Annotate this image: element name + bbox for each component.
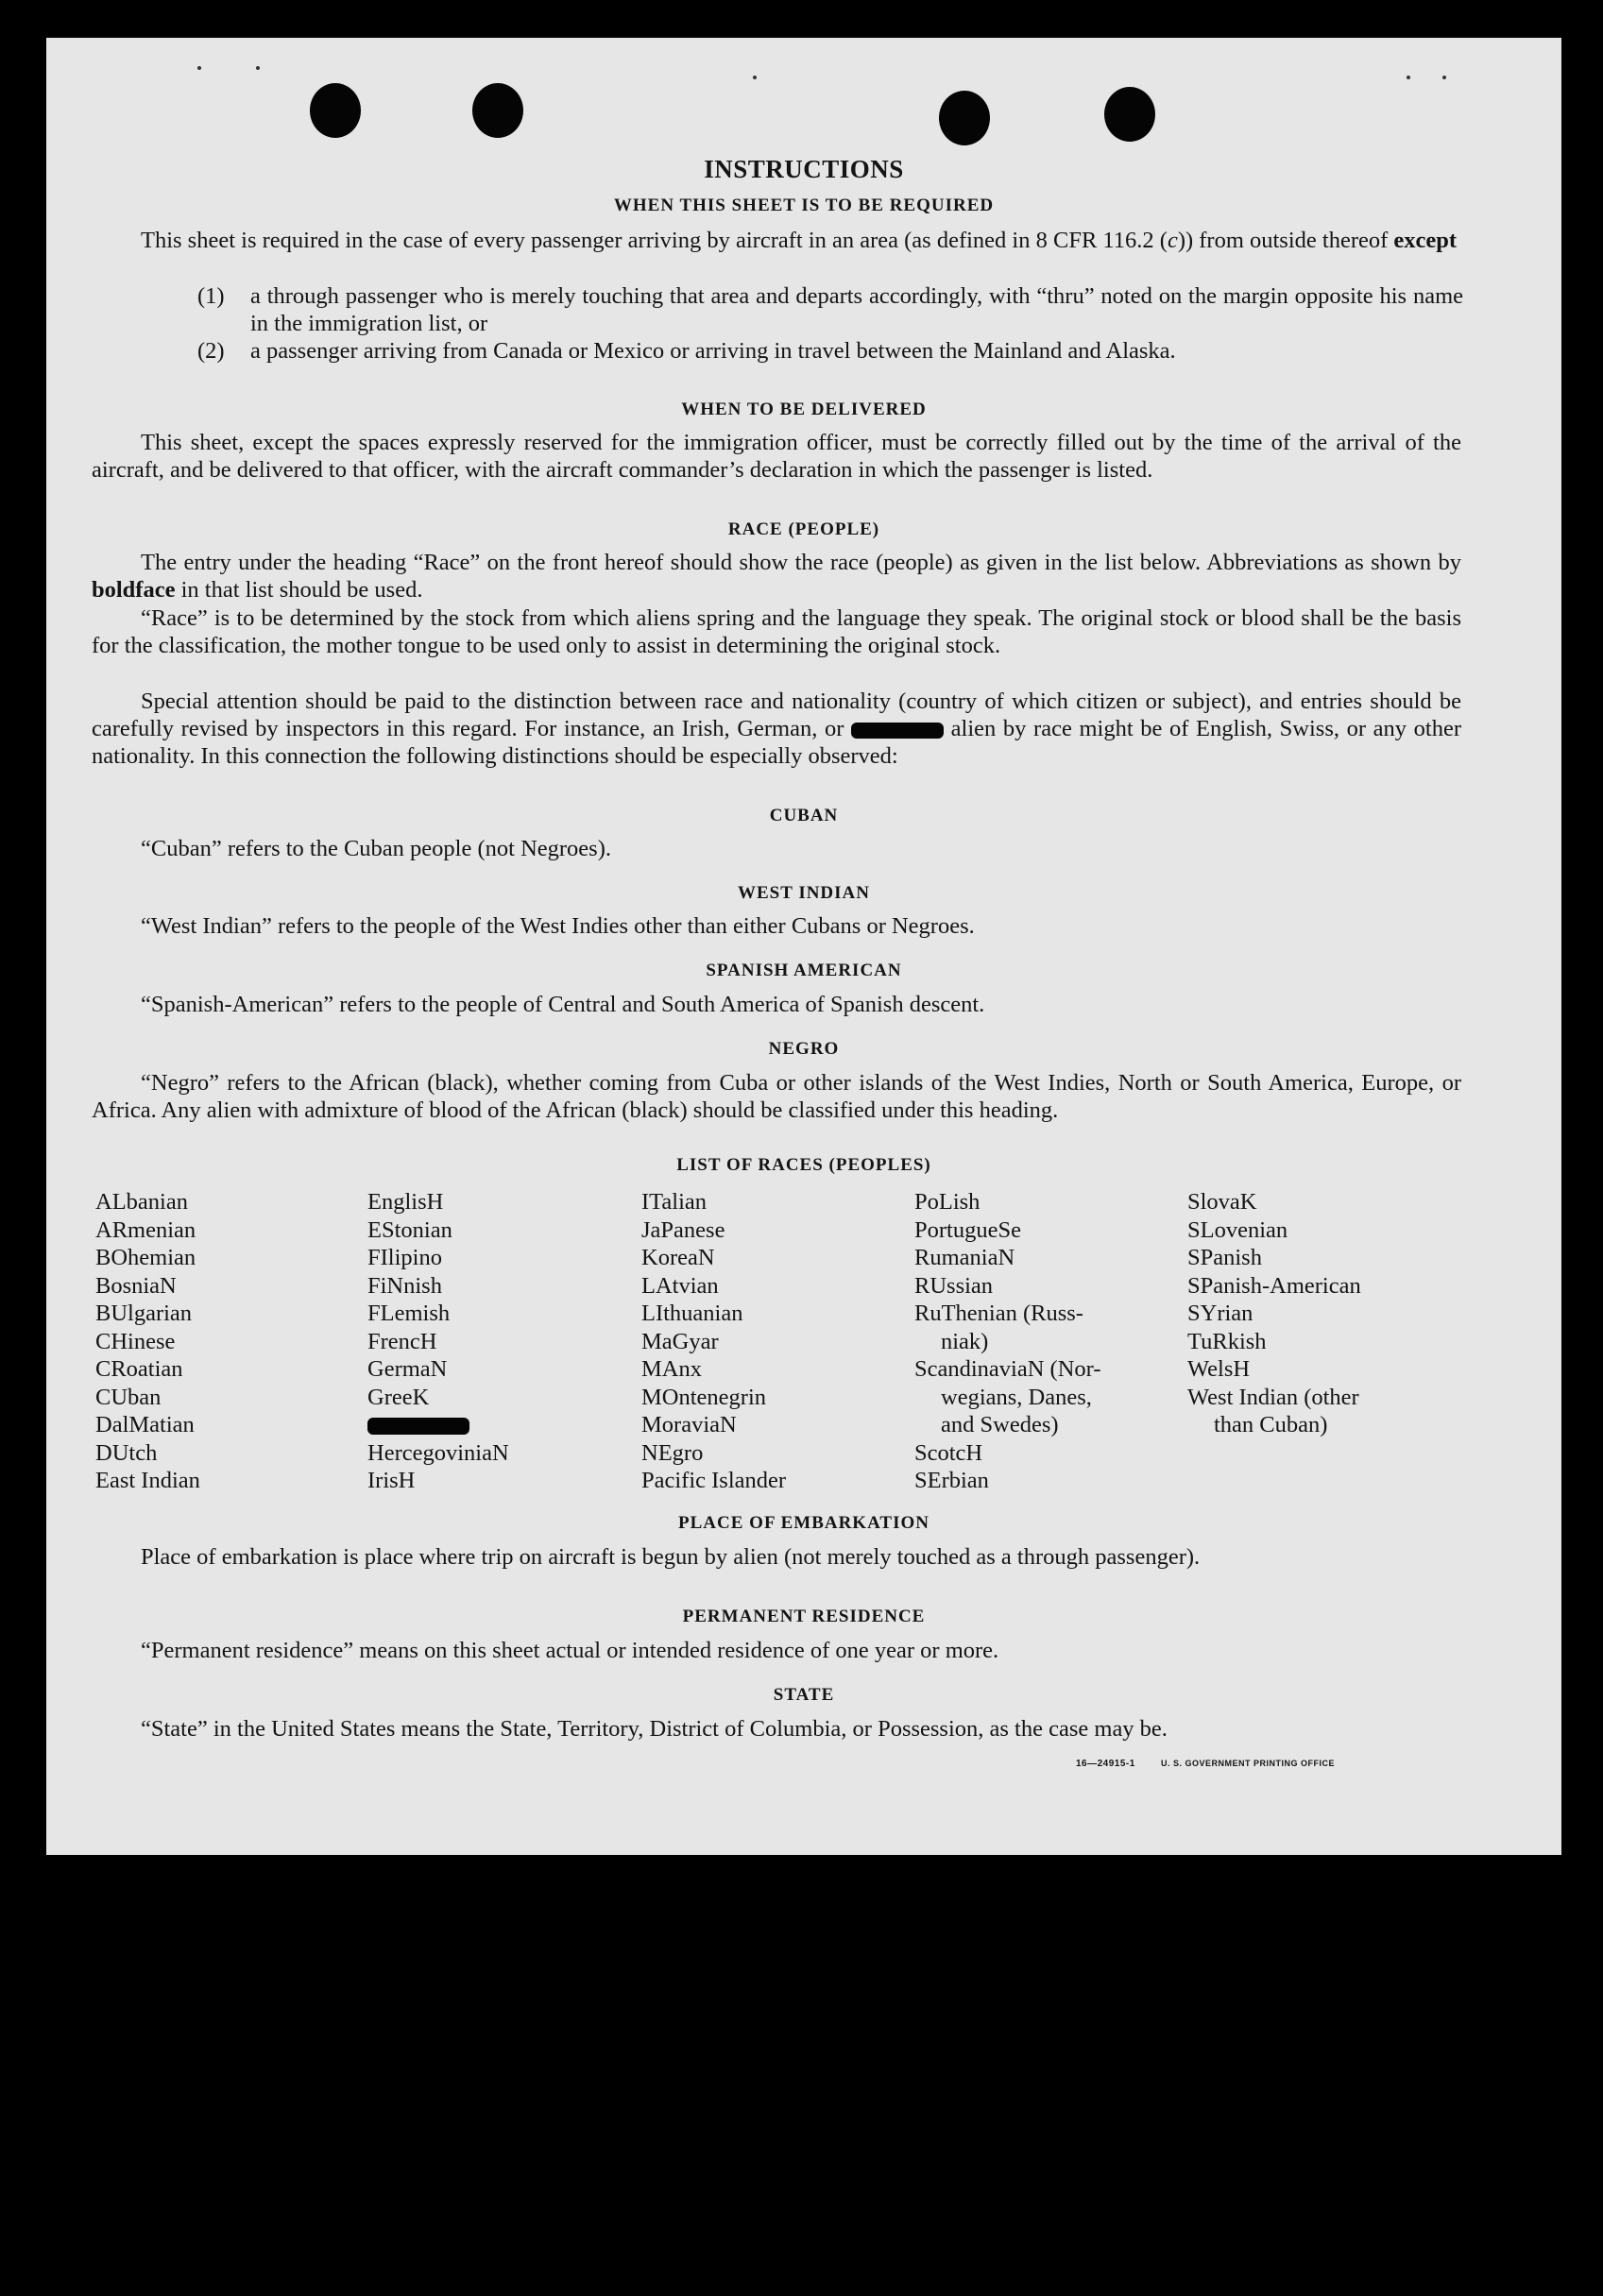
printer-imprint: U. S. GOVERNMENT PRINTING OFFICE [1161,1759,1336,1768]
race-entry: DalMatian [95,1412,195,1437]
exception-item-1 [197,282,1463,337]
race-entry: DUtch [95,1439,158,1466]
race-entry: wegians, Danes, [941,1384,1092,1410]
heading-negro: NEGRO [768,1039,840,1059]
race-entry: EnglisH [367,1189,444,1215]
race-entry: GermaN [367,1356,448,1382]
exception-number: (1) [197,283,225,309]
race-entry: Pacific Islander [641,1468,787,1493]
race-entry: LIthuanian [641,1301,743,1326]
heading-race: RACE (PEOPLE) [727,519,880,539]
required-text-bold: except [1393,228,1458,253]
race-entry: HercegoviniaN [367,1439,509,1466]
speck [753,76,757,79]
race-entry: and Swedes) [941,1412,1059,1437]
races-column-4 [914,1188,1100,1495]
race-entry: EStonian [367,1216,452,1243]
race-p1-before: The entry under the heading “Race” on the front hereof should show the race (people) as given in the list below. Abbreviations as shown by [141,550,1461,575]
document-sheet [46,38,1561,1855]
paragraph-when-required [92,227,1461,254]
race-entry: than Cuban) [1214,1412,1328,1437]
punch-hole-2 [472,83,523,138]
exception-text: a through passenger who is merely touching that area and departs accordingly, with “thru” noted on the margin opposite his name in the immigration list, or [250,283,1463,336]
race-entry: LAtvian [641,1272,719,1299]
paragraph-permanent-residence: “Permanent residence” means on this sheet actual or intended residence of one year or more. [141,1638,999,1663]
race-entry: SPanish [1187,1245,1262,1270]
race-p1-after: in that list should be used. [180,577,423,603]
race-entry: BosniaN [95,1272,177,1299]
redaction-mark [367,1418,469,1435]
race-p3-after: alien by race might be of English, Swiss, or any other nationality. In this connection the following distinctions should be especially observed: [92,716,1462,769]
paragraph-when-delivered: This sheet, except the spaces expressly reserved for the immigration officer, must be correctly filled out by the time of the arrival of the aircraft, and be delivered to that officer, with the aircraft commander’s declaration in which the passenger is listed. [92,430,1461,483]
race-entry: ARmenian [95,1216,196,1243]
race-entry: RumaniaN [914,1245,1015,1270]
required-text-before: This sheet is required in the case of every passenger arriving by aircraft in an area (as defined in 8 CFR 116.2 ( [141,228,1168,253]
race-entry: SYrian [1187,1301,1253,1326]
race-entry: FLemish [367,1301,451,1326]
race-entry: BOhemian [95,1245,196,1270]
heading-embarkation: PLACE OF EMBARKATION [678,1513,929,1533]
race-entry: ScandinaviaN (Nor- [914,1356,1101,1382]
required-text-after: )) from outside thereof [1177,228,1389,253]
redaction-mark [851,723,944,739]
page-title: INSTRUCTIONS [704,155,904,183]
race-entry: SlovaK [1187,1189,1257,1215]
race-entry: IrisH [367,1468,416,1493]
race-entry: KoreaN [641,1245,715,1270]
race-entry: West Indian (other [1187,1384,1359,1410]
race-entry: ALbanian [95,1189,188,1215]
races-column-5 [1187,1188,1361,1439]
paragraph-race-2: “Race” is to be determined by the stock from which aliens spring and the language they speak. The original stock or blood shall be the basis for the classification, the mother tongue to be used only to assist in determining the original stock. [92,605,1461,658]
race-entry: NEgro [641,1439,704,1466]
heading-list-of-races: LIST OF RACES (PEOPLES) [676,1155,931,1175]
heading-when-delivered: WHEN TO BE DELIVERED [681,400,927,419]
speck [1407,76,1410,79]
race-entry-redacted [367,1411,509,1439]
race-entry: MOntenegrin [641,1384,766,1410]
race-entry: BUlgarian [95,1301,193,1326]
race-p1-bold: boldface [92,577,176,603]
exception-item-2 [197,337,1463,365]
paragraph-race-1 [92,549,1461,604]
race-entry: FrencH [367,1328,437,1354]
paragraph-west-indian: “West Indian” refers to the people of the West Indies other than either Cubans or Negroes. [141,913,975,939]
race-entry: WelsH [1187,1356,1251,1382]
paragraph-spanish-american: “Spanish-American” refers to the people of Central and South America of Spanish descent. [141,992,985,1017]
form-number: 16—24915-1 [1076,1759,1135,1769]
race-p3-before: Special attention should be paid to the distinction between race and nationality (country of which citizen or subject), and entries should be carefully revised by inspectors in this regard. For instance, an Irish, German, or [92,689,1461,741]
heading-when-required: WHEN THIS SHEET IS TO BE REQUIRED [613,196,995,215]
paragraph-cuban: “Cuban” refers to the Cuban people (not Negroes). [141,836,611,861]
race-entry: MAnx [641,1356,702,1382]
exception-text: a passenger arriving from Canada or Mexico or arriving in travel between the Mainland and Alaska. [250,338,1176,364]
race-entry: RUssian [914,1272,994,1299]
race-entry: CHinese [95,1328,176,1354]
heading-spanish-american: SPANISH AMERICAN [706,961,902,980]
paragraph-embarkation: Place of embarkation is place where trip on aircraft is begun by alien (not merely touched as a through passenger). [141,1544,1201,1570]
race-entry: CUban [95,1384,162,1410]
race-entry: SErbian [914,1468,989,1493]
race-entry: ITalian [641,1189,708,1215]
heading-permanent-residence: PERMANENT RESIDENCE [682,1607,926,1626]
races-column-2 [367,1188,509,1495]
race-entry: East Indian [95,1468,200,1493]
speck [197,66,201,70]
heading-west-indian: WEST INDIAN [738,883,870,903]
speck [256,66,260,70]
paragraph-state: “State” in the United States means the State, Territory, District of Columbia, or Possession, as the case may be. [141,1716,1168,1742]
race-entry: FIlipino [367,1245,442,1270]
heading-cuban: CUBAN [769,806,839,825]
race-entry: RuThenian (Russ- [914,1301,1083,1326]
race-entry: JaPanese [641,1216,725,1243]
punch-hole-4 [1104,87,1155,142]
heading-state: STATE [773,1685,835,1705]
races-column-3 [641,1188,786,1495]
race-entry: SPanish-American [1187,1272,1361,1299]
race-entry: PoLish [914,1189,981,1215]
race-entry: GreeK [367,1384,430,1410]
paragraph-race-3 [92,688,1461,770]
race-entry: SLovenian [1187,1216,1288,1243]
races-column-1 [95,1188,200,1495]
race-entry: MoraviaN [641,1412,737,1437]
race-entry: ScotcH [914,1439,983,1466]
race-entry: niak) [941,1328,989,1354]
required-text-italic: c [1167,228,1178,253]
exception-number: (2) [197,338,225,364]
paragraph-negro: “Negro” refers to the African (black), whether coming from Cuba or other islands of the West Indies, North or South America, Europe, or Africa. Any alien with admixture of blood of the African (black) should be classified under this heading. [92,1070,1461,1123]
race-entry: MaGyar [641,1328,719,1354]
punch-hole-3 [939,91,990,145]
race-entry: TuRkish [1187,1328,1267,1354]
race-entry: FiNnish [367,1272,442,1299]
race-entry: CRoatian [95,1356,183,1382]
race-entry: PortugueSe [914,1216,1021,1243]
speck [1442,76,1446,79]
punch-hole-1 [310,83,361,138]
